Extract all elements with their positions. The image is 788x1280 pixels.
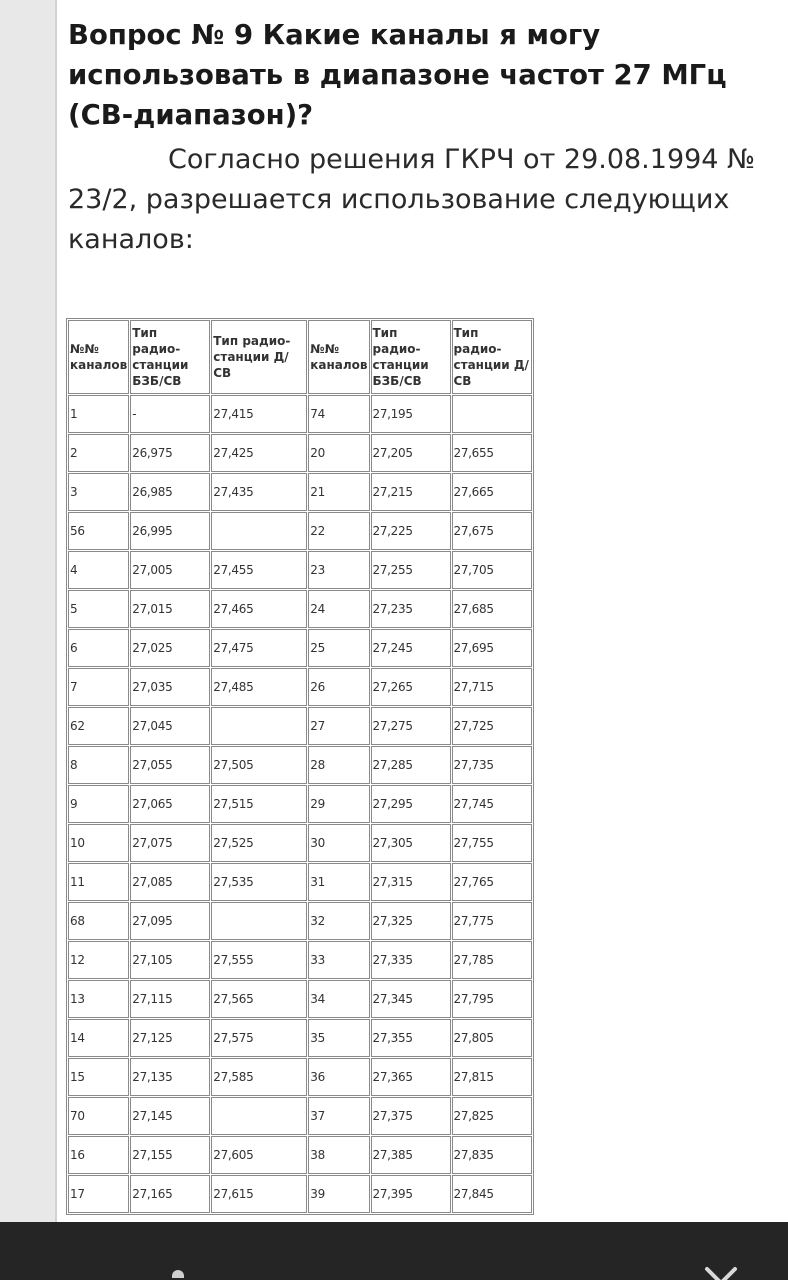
- table-cell: 27,455: [211, 551, 307, 589]
- table-cell: 27,715: [452, 668, 532, 706]
- table-row: [68, 512, 532, 550]
- table-cell: 62: [68, 707, 129, 745]
- table-cell: 6: [68, 629, 129, 667]
- table-cell: 26: [308, 668, 369, 706]
- header-channel-numbers-2: №№ каналов: [308, 320, 369, 394]
- table-cell: 27,215: [371, 473, 451, 511]
- table-body: [68, 395, 532, 1213]
- answer-paragraph: Согласно решения ГКРЧ от 29.08.1994 № 23/2, разрешается использование следующих каналов:: [68, 144, 756, 255]
- table-cell: 5: [68, 590, 129, 628]
- table-cell: 27,465: [211, 590, 307, 628]
- table-row: [68, 668, 532, 706]
- table-cell: 27,035: [130, 668, 210, 706]
- table-cell: 27,075: [130, 824, 210, 862]
- table-cell: 68: [68, 902, 129, 940]
- table-cell: 1: [68, 395, 129, 433]
- table-row: [68, 980, 532, 1018]
- table-cell: 27,295: [371, 785, 451, 823]
- table-cell: 33: [308, 941, 369, 979]
- table-cell: 27,685: [452, 590, 532, 628]
- table-cell: 27,775: [452, 902, 532, 940]
- table-cell: 25: [308, 629, 369, 667]
- table-cell: 27,505: [211, 746, 307, 784]
- table-cell: 27,255: [371, 551, 451, 589]
- table-cell: 27,825: [452, 1097, 532, 1135]
- table-cell: 27,095: [130, 902, 210, 940]
- table-row: [68, 1019, 532, 1057]
- table-cell: 17: [68, 1175, 129, 1213]
- table-cell: 27,235: [371, 590, 451, 628]
- table-cell: 27,515: [211, 785, 307, 823]
- table-cell: 26,985: [130, 473, 210, 511]
- header-d-sv: Тип радио-станции Д/СВ: [211, 320, 307, 394]
- table-cell: 27,275: [371, 707, 451, 745]
- table-cell: 27,805: [452, 1019, 532, 1057]
- table-row: [68, 863, 532, 901]
- table-cell: 27,045: [130, 707, 210, 745]
- table-cell: 27,485: [211, 668, 307, 706]
- table-cell: 27,015: [130, 590, 210, 628]
- table-row: [68, 434, 532, 472]
- table-cell: 27,245: [371, 629, 451, 667]
- table-cell: 27,005: [130, 551, 210, 589]
- table-cell: 27,755: [452, 824, 532, 862]
- table-cell: 29: [308, 785, 369, 823]
- table-cell: 27,525: [211, 824, 307, 862]
- table-cell: 27,085: [130, 863, 210, 901]
- table-row: [68, 1136, 532, 1174]
- table-cell: 8: [68, 746, 129, 784]
- table-row: [68, 473, 532, 511]
- table-cell: 15: [68, 1058, 129, 1096]
- table-cell: 9: [68, 785, 129, 823]
- table-cell: 27,765: [452, 863, 532, 901]
- table-row: [68, 785, 532, 823]
- table-cell: 22: [308, 512, 369, 550]
- table-cell: [211, 902, 307, 940]
- table-cell: 34: [308, 980, 369, 1018]
- table-cell: 27,565: [211, 980, 307, 1018]
- table-row: [68, 629, 532, 667]
- header-channel-numbers: №№ каналов: [68, 320, 129, 394]
- table-cell: 27,575: [211, 1019, 307, 1057]
- table-cell: [211, 1097, 307, 1135]
- header-d-sv-2: Тип радио-станции Д/СВ: [452, 320, 532, 394]
- table-cell: 27,555: [211, 941, 307, 979]
- table-cell: 27,845: [452, 1175, 532, 1213]
- table-row: [68, 590, 532, 628]
- left-margin-rail: [0, 0, 57, 1222]
- table-cell: 27,605: [211, 1136, 307, 1174]
- table-cell: 27,745: [452, 785, 532, 823]
- table-cell: 16: [68, 1136, 129, 1174]
- table-cell: 26,975: [130, 434, 210, 472]
- table-cell: 27,125: [130, 1019, 210, 1057]
- table-cell: 27,435: [211, 473, 307, 511]
- table-cell: 2: [68, 434, 129, 472]
- table-cell: 27,815: [452, 1058, 532, 1096]
- table-cell: 74: [308, 395, 369, 433]
- table-cell: 36: [308, 1058, 369, 1096]
- table-cell: 56: [68, 512, 129, 550]
- table-cell: 27,265: [371, 668, 451, 706]
- table-row: [68, 395, 532, 433]
- table-row: [68, 1058, 532, 1096]
- table-cell: 27,225: [371, 512, 451, 550]
- table-cell: 27,615: [211, 1175, 307, 1213]
- table-cell: 24: [308, 590, 369, 628]
- channels-table-container: [66, 318, 536, 1222]
- table-cell: 10: [68, 824, 129, 862]
- table-cell: 27,335: [371, 941, 451, 979]
- table-cell: 27,315: [371, 863, 451, 901]
- table-cell: 27,055: [130, 746, 210, 784]
- table-cell: 21: [308, 473, 369, 511]
- table-cell: 27,415: [211, 395, 307, 433]
- table-row: [68, 746, 532, 784]
- table-cell: 23: [308, 551, 369, 589]
- table-cell: 27,395: [371, 1175, 451, 1213]
- table-row: [68, 707, 532, 745]
- table-cell: 27,585: [211, 1058, 307, 1096]
- table-cell: 11: [68, 863, 129, 901]
- table-cell: 27,025: [130, 629, 210, 667]
- table-cell: [211, 707, 307, 745]
- table-cell: 27,135: [130, 1058, 210, 1096]
- bottom-navigation-bar: [0, 1222, 788, 1280]
- table-cell: -: [130, 395, 210, 433]
- question-heading: Вопрос № 9 Какие каналы я могу использовать в диапазоне частот 27 МГц (СВ-диапазон)?: [68, 19, 727, 131]
- table-cell: 27,785: [452, 941, 532, 979]
- table-cell: 27,835: [452, 1136, 532, 1174]
- table-cell: 14: [68, 1019, 129, 1057]
- table-cell: 27,345: [371, 980, 451, 1018]
- table-cell: 27,195: [371, 395, 451, 433]
- table-cell: 27,305: [371, 824, 451, 862]
- header-bzb-sv-2: Тип радио-станции БЗБ/СВ: [371, 320, 451, 394]
- table-cell: 28: [308, 746, 369, 784]
- table-cell: 27,675: [452, 512, 532, 550]
- table-cell: 26,995: [130, 512, 210, 550]
- table-cell: 27,795: [452, 980, 532, 1018]
- table-cell: 27,385: [371, 1136, 451, 1174]
- table-cell: 27,145: [130, 1097, 210, 1135]
- table-cell: 7: [68, 668, 129, 706]
- close-icon[interactable]: [704, 1266, 738, 1280]
- table-cell: 27,375: [371, 1097, 451, 1135]
- table-cell: 27,165: [130, 1175, 210, 1213]
- table-cell: 27,665: [452, 473, 532, 511]
- table-cell: 27,735: [452, 746, 532, 784]
- table-cell: 70: [68, 1097, 129, 1135]
- table-cell: 20: [308, 434, 369, 472]
- table-cell: 27,205: [371, 434, 451, 472]
- table-cell: 12: [68, 941, 129, 979]
- table-cell: 35: [308, 1019, 369, 1057]
- table-cell: 30: [308, 824, 369, 862]
- partial-action-icon[interactable]: [172, 1270, 184, 1278]
- table-cell: [452, 395, 532, 433]
- table-cell: 13: [68, 980, 129, 1018]
- table-cell: 39: [308, 1175, 369, 1213]
- previous-text-fragment: [68, 0, 72, 6]
- table-cell: 3: [68, 473, 129, 511]
- table-cell: [211, 512, 307, 550]
- table-row: [68, 824, 532, 862]
- table-cell: 27,325: [371, 902, 451, 940]
- channels-table: [66, 318, 534, 1215]
- table-cell: 38: [308, 1136, 369, 1174]
- table-cell: 27,695: [452, 629, 532, 667]
- table-row: [68, 1097, 532, 1135]
- table-cell: 31: [308, 863, 369, 901]
- table-cell: 27,365: [371, 1058, 451, 1096]
- table-cell: 27,115: [130, 980, 210, 1018]
- table-cell: 27,655: [452, 434, 532, 472]
- table-row: [68, 551, 532, 589]
- table-cell: 27: [308, 707, 369, 745]
- table-cell: 27,535: [211, 863, 307, 901]
- table-cell: 4: [68, 551, 129, 589]
- table-header-row: [68, 320, 532, 394]
- header-bzb-sv: Тип радио-станции БЗБ/СВ: [130, 320, 210, 394]
- table-row: [68, 1175, 532, 1213]
- table-cell: 27,725: [452, 707, 532, 745]
- table-cell: 27,355: [371, 1019, 451, 1057]
- table-cell: 27,425: [211, 434, 307, 472]
- table-row: [68, 902, 532, 940]
- table-cell: 27,065: [130, 785, 210, 823]
- table-row: [68, 941, 532, 979]
- table-cell: 32: [308, 902, 369, 940]
- table-cell: 37: [308, 1097, 369, 1135]
- table-cell: 27,105: [130, 941, 210, 979]
- table-cell: 27,285: [371, 746, 451, 784]
- table-cell: 27,705: [452, 551, 532, 589]
- table-cell: 27,475: [211, 629, 307, 667]
- table-cell: 27,155: [130, 1136, 210, 1174]
